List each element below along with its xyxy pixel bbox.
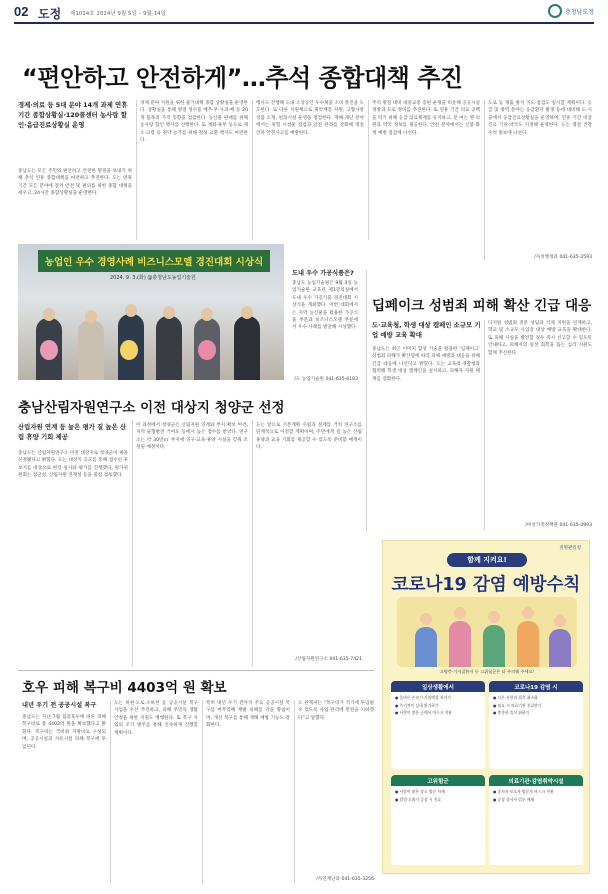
flood-subhead: 내년 우기 전 공공시설 복구 (22, 702, 97, 709)
column-rule (484, 320, 485, 530)
person-head (241, 306, 253, 319)
sidebar-body: 충남도 농업기술원은 9월 3일 농업기술원 교육관 제1강의실에서 도내 우수 가공식품 경진대회 시상식을 개최했다. 이번 대회에서는 지역 농산물을 활용한 가공식품 부문과 비즈니스모델 부문에서 우수 사례를 발굴해 시상했다. (292, 281, 358, 331)
person-head (43, 308, 55, 321)
poster-panel-item: ● 발열·호흡기 증상 시 진료 (395, 796, 481, 804)
forest-headline: 충남산림자원연구소 이전 대상지 청양군 선정 (18, 400, 285, 416)
poster-panel-item: ● 다른 사람과 접촉 최소화 (493, 694, 579, 702)
forest-body-col1: 충남도는 산림자원연구소 이전 대상지로 청양군이 최종 선정됐다고 밝혔다. 도는 대상지 공모를 통해 접수된 후보지를 대상으로 현장 실사와 평가를 진행했다. 평가위원회는 접근성, 산림자원 연계성 등을 중점 검토했다. (18, 451, 128, 479)
logo-icon (548, 4, 562, 18)
poster-panel (489, 775, 583, 865)
deepfake-body-col1: 충남도는 최근 이미지 합성 기술을 활용한 ‘딥페이크’ 성범죄 피해가 확산됨에 따라 피해 예방과 대응을 위해 긴급 대응에 나선다고 밝혔다. 도는 교육청·경찰청과 협력해 학생 대상 캠페인을 실시하고, 피해자 지원 체계를 강화한다. (372, 347, 480, 382)
sidebar-contact: /도 농업기술원 041-635-6183 (294, 377, 358, 382)
person-figure (78, 320, 104, 380)
bouquet (120, 340, 138, 360)
poster-note: 고령층·기저질환자 등 고위험군은 더 주의해 주세요! (439, 669, 535, 674)
publisher-logo (548, 4, 594, 18)
person-figure (234, 316, 260, 380)
figure (517, 621, 539, 667)
sidebar-box (292, 268, 358, 388)
lead-body-col3: 행사도 진행해 도내 소상공인 우수제품 소비 촉진을 도모한다. 또 다른 지원책으로 취약계층 지원, 고향사랑 상품 소개, 편의시설 운영을 점검한다. 재해·재난 분야에서는 위험 시설물 점검과 안전 관리를 강화해 명절 인파 안전사고를 예방한다. (256, 101, 364, 136)
person-figure (156, 316, 182, 380)
lead-body-col1: 충남도는 모든 주민의 편안하고 안전한 명절을 보내기 위해 추석 연휴 종합대책을 마련하고 추진한다. 도는 연휴 기간 모든 분야에 걸쳐 안전 및 편의를 위한 종합 대책을 세우고, 24시간 종합상황실을 운영한다. (18, 169, 132, 197)
column-rule (202, 700, 203, 884)
issue-info: 제1014호 2024년 9월 5일 – 9월 14일 (70, 11, 166, 17)
forest-body-col2: 이 과정에서 청양군은 산림자원 연계와 부지 확보 여건, 지역 균형발전 기여도 등에서 높은 점수를 받았다. 연구소는 약 30만㎡ 부지에 연구·교육·휴양 시설을 갖춰 조성될 예정이다. (136, 423, 248, 451)
poster-title: 코로나19 감염 예방수칙 (391, 575, 581, 595)
poster-panel-item: ● 증상 종사자 업무 배제 (493, 796, 579, 804)
flood-body-col2: 도는 하천·도로·소하천 등 공공시설 복구 사업을 우선 추진하고, 피해 주민의 생활 안정을 위한 지원도 병행한다. 또 복구 사업의 조기 발주를 통해 신속하게 진행할 계획이다. (114, 701, 198, 736)
section-title: 도정 (38, 7, 62, 21)
covid-prevention-poster (382, 540, 590, 874)
award-ceremony-photo (18, 244, 284, 380)
forest-contact: /산림자원연구소 041-635-7421 (295, 657, 362, 662)
column-rule (132, 420, 133, 666)
lead-body-col4: 추석 명절 대비 대중교통 증편 운행을 비롯해 공공시설 개방과 도로 정비를 추진한다. 또 연휴 기간 의료 공백을 막기 위해 응급 의료체계를 유지하고, 문 여는 병·의원과 약국 정보를 제공한다. 안전 분야에서는 산불·화재 예방 점검에 나선다. (372, 101, 480, 136)
photo-banner: 농업인 우수 경영사례 비즈니스모델 경진대회 시상식 (38, 250, 270, 272)
column-rule (368, 100, 369, 240)
flood-body-col1: 충남도는 지난 7월 집중호우에 따른 피해 복구비로 총 4403억 원을 확보했다고 밝혔다. 복구비는 국비와 지방비로 구성되며, 공공시설과 사유시설 피해 복구에 투입된다. (22, 715, 106, 750)
poster-panel (489, 681, 583, 769)
poster-org: 질병관리청 (559, 546, 581, 551)
flood-headline: 호우 피해 복구비 4403억 원 확보 (22, 680, 227, 696)
figure (415, 627, 437, 667)
poster-panel (391, 775, 485, 865)
section-divider (18, 670, 374, 671)
poster-panel-title: 의료기관·감염취약시설 (489, 775, 583, 786)
deepfake-subhead: 도·교육청, 학생 대상 캠페인 소규모 기업 예방 교육 확대 (372, 321, 481, 339)
column-rule (252, 100, 253, 240)
bouquet (198, 340, 216, 360)
poster-panel-item: ● 종사자·보호자·방문자 마스크 착용 (493, 788, 579, 796)
logo-text: 충청남도정 (565, 8, 594, 16)
poster-panel-title: 코로나19 감염 시 (489, 681, 583, 692)
lead-body-col2: 경제 분야 지원을 위한 물가대책 종합 상황실을 운영한다. 상황실을 통해 명절 성수품 배추·무·사과·배 등 20개 품목의 가격 동향을 점검한다. 농산물 판매를 위해 농사랑 할인 행사를 진행한다. 또 계좌·휴무 등으로 재소·고령 등 취약 농가를 위해 정성 교환 행사도 마련한다. (140, 101, 248, 144)
photo-date: 2024. 9. 3.(화) @충청남도농업기술원 (110, 275, 196, 281)
sidebar-title: 도내 우수 가공식품은? (292, 270, 354, 277)
figure-head (522, 607, 534, 619)
flood-body-col4: 도 관계자는 “복구비가 적기에 투입될 수 있도록 사업 관리에 만전을 기하겠다”고 말했다. (298, 701, 374, 721)
bouquet (40, 340, 58, 360)
person-head (85, 310, 97, 323)
person-head (201, 308, 213, 321)
figure (449, 621, 471, 667)
column-rule (252, 420, 253, 666)
figure (549, 629, 571, 667)
column-rule (110, 700, 111, 884)
deepfake-body-col2: 디지털 성범죄 전문 상담과 삭제 지원을 연계하고, 학교 및 소규모 사업장 대상 예방 교육을 확대한다. 또 피해 사실을 발견할 경우 즉시 신고할 수 있도록 안내하고, 피해자의 일상 회복을 돕는 심리 지원도 함께 추진한다. (488, 321, 592, 356)
poster-panel-item: ● 사람이 많은 장소 방문 자제 (395, 788, 481, 796)
lead-body-col5: 도로 등 제출 방지 지도·점검도 실시할 계획이다. 응급 및 방역 분야는 응급환자 발생 등에 대비해 도·시군에서 응급진료상황실을 운영하며, 연휴 기간 비상 진료 기관·약국도 지정해 운영한다. 도는 명절 건강 수칙 홍보에 나선다. (488, 101, 592, 136)
figure-head (420, 613, 432, 625)
column-rule (484, 100, 485, 260)
forest-body-col3: 도는 앞으로 기본계획 수립과 설계를 거쳐 연구소를 단계적으로 이전할 계획이며, 주민에게 질 높은 산림 휴양과 교육 기회를 제공할 수 있도록 준비할 예정이다. (256, 423, 362, 451)
figure-head (488, 611, 500, 623)
page-number: 02 (14, 4, 29, 19)
lead-headline: “편안하고 안전하게”…추석 종합대책 추진 (22, 64, 463, 92)
figure-head (454, 607, 466, 619)
poster-panel-title: 일상생활에서 (391, 681, 485, 692)
flood-contact: /자연재난과 041-635-3256 (316, 877, 374, 882)
column-rule (366, 270, 367, 532)
poster-illustration (397, 597, 577, 667)
flood-body-col3: 특히 내년 우기 전까지 주요 공공시설 복구를 마무리해 재발 피해를 막을 방침이며, 개선 복구를 통해 재해 예방 기능도 강화한다. (206, 701, 290, 729)
poster-panel-item: ● 사람이 많은 곳에서 마스크 착용 (395, 709, 481, 717)
column-rule (294, 700, 295, 884)
header-divider (14, 22, 594, 24)
poster-panel-item: ● 올바른 손씻기·기침예절 지키기 (395, 694, 481, 702)
deepfake-contact: /여성가족정책관 041-635-4993 (525, 523, 592, 528)
poster-panel-item: ● 주기적인 실내 환기하기 (395, 702, 481, 710)
person-head (163, 306, 175, 319)
forest-subhead: 산림자원 연계 등 높은 평가 질 높은 산림 휴양 기회 제공 (18, 423, 127, 441)
lead-subhead: 경제·의료 등 5대 분야 14개 과제 연휴기간 종합상황실·120콜센터 농사랑 할인·음급진료상황실 운영 (18, 101, 128, 129)
deepfake-headline: 딥페이크 성범죄 피해 확산 긴급 대응 (372, 298, 592, 314)
figure-head (554, 615, 566, 627)
figure (483, 625, 505, 667)
poster-pill: 함께 지켜요! (447, 553, 527, 567)
poster-panel-title: 고위험군 (391, 775, 485, 786)
column-rule (136, 100, 137, 240)
poster-panel-item: ● 필요 시 의료기관 진료받기 (493, 702, 579, 710)
person-head (125, 304, 137, 317)
lead-contact: /자치행정과 041-635-3593 (534, 255, 592, 260)
poster-panel (391, 681, 485, 769)
poster-panel-item: ● 충분한 휴식 취하기 (493, 709, 579, 717)
